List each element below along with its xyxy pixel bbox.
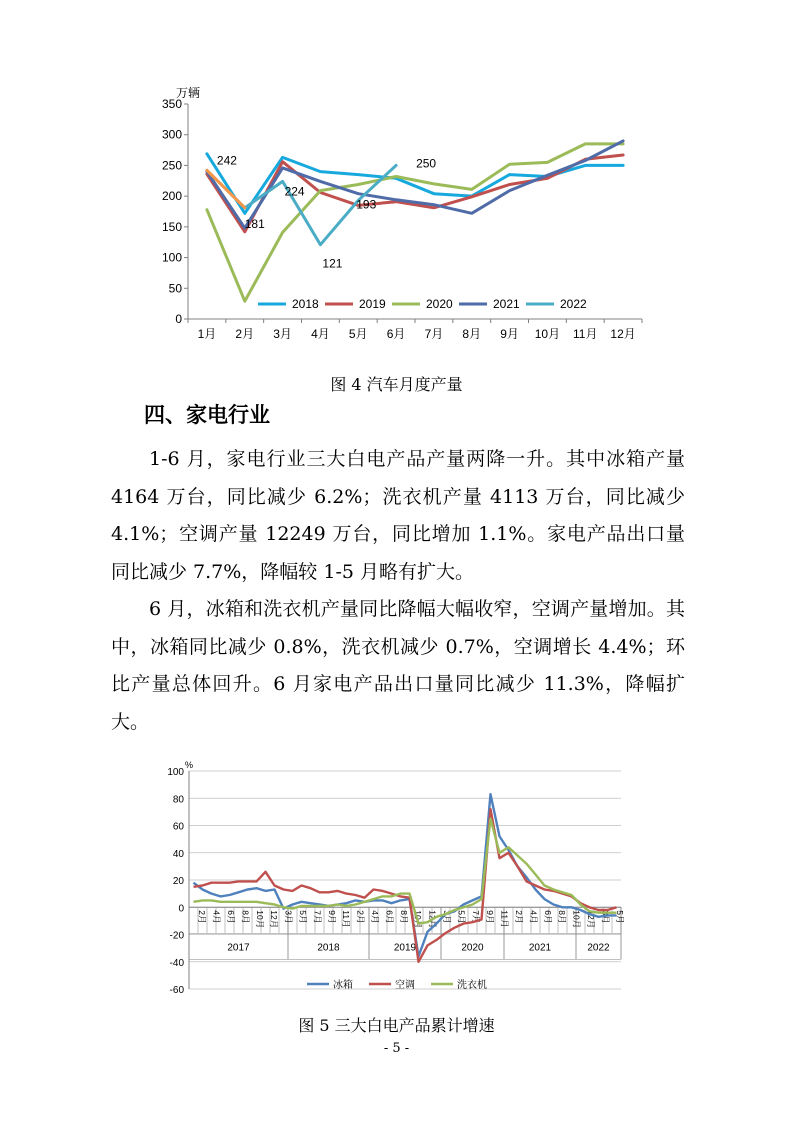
month-label: 2月 bbox=[514, 910, 524, 924]
month-label: 6月 bbox=[384, 910, 395, 924]
month-label: 8月 bbox=[398, 910, 409, 924]
y-tick-label: -60 bbox=[169, 985, 184, 996]
series-line-2019 bbox=[207, 155, 623, 232]
section-heading: 四、家电行业 bbox=[144, 403, 270, 427]
x-tick-label: 4月 bbox=[311, 327, 330, 341]
y-axis-unit: 万辆 bbox=[176, 86, 201, 100]
legend-label: 冰箱 bbox=[333, 980, 353, 991]
x-tick-label: 10月 bbox=[534, 327, 561, 341]
month-label: 8月 bbox=[240, 910, 251, 924]
y-tick-label: 40 bbox=[172, 848, 184, 860]
x-tick-label: 9月 bbox=[500, 327, 519, 341]
month-label: 6月 bbox=[226, 910, 236, 924]
x-tick-label: 1月 bbox=[197, 327, 217, 341]
data-label: 242 bbox=[216, 153, 237, 168]
data-label: 250 bbox=[416, 156, 437, 171]
series-line-空调 bbox=[194, 809, 617, 962]
month-label: 5月 bbox=[298, 910, 308, 924]
month-label: 11月 bbox=[341, 910, 352, 928]
x-tick-label: 8月 bbox=[462, 327, 482, 341]
month-label: 6月 bbox=[542, 910, 553, 924]
data-label: 181 bbox=[244, 216, 265, 231]
month-label: 3月 bbox=[283, 910, 294, 924]
month-label: 12月 bbox=[586, 910, 596, 929]
month-label: 7月 bbox=[312, 910, 323, 924]
data-label: 121 bbox=[322, 256, 343, 271]
y-tick-label: 80 bbox=[172, 794, 184, 806]
month-label: 5月 bbox=[456, 910, 467, 924]
y-tick-label: 50 bbox=[168, 281, 182, 296]
month-label: 4月 bbox=[211, 910, 222, 924]
legend-label: 2022 bbox=[560, 297, 587, 311]
month-label: 12月 bbox=[269, 910, 280, 929]
month-label: 2月 bbox=[355, 910, 366, 924]
x-tick-label: 2月 bbox=[235, 327, 255, 341]
y-tick-label: 200 bbox=[161, 189, 182, 204]
paragraph-1: 1-6 月，家电行业三大白电产品产量两降一升。其中冰箱产量 4164 万台，同比减少 6.2%；洗衣机产量 4113 万台，同比减少 4.1%；空调产量 12249 万台，同比增加 1.1%。家电产品出口量同比减少 7.7%，降幅较 1-5 月略有扩大。 bbox=[111, 448, 685, 583]
month-label: 9月 bbox=[326, 910, 337, 924]
y-tick-label: 100 bbox=[161, 250, 182, 265]
month-label: 10月 bbox=[413, 910, 424, 929]
y-tick-label: 150 bbox=[161, 219, 182, 234]
legend-label: 2018 bbox=[292, 297, 319, 311]
month-label: 9月 bbox=[485, 910, 496, 924]
x-tick-label: 11月 bbox=[573, 327, 598, 341]
month-label: 4月 bbox=[528, 910, 539, 924]
month-label: 11月 bbox=[499, 910, 510, 928]
month-label: 2月 bbox=[197, 910, 208, 924]
month-label: 5月 bbox=[614, 910, 625, 924]
month-label: 10月 bbox=[571, 910, 582, 929]
year-label: 2022 bbox=[587, 942, 610, 954]
figure-5-caption: 图 5 三大白电产品累计增速 bbox=[298, 1016, 495, 1035]
legend-label: 洗衣机 bbox=[457, 980, 487, 991]
legend-label: 2021 bbox=[493, 297, 520, 311]
y-axis-unit: % bbox=[185, 760, 194, 770]
appliance-growth-chart bbox=[155, 758, 635, 998]
month-label: 3月 bbox=[600, 910, 611, 924]
legend-label: 空调 bbox=[395, 980, 415, 991]
y-tick-label: 0 bbox=[175, 312, 182, 326]
page-number: - 5 - bbox=[383, 1041, 410, 1056]
year-label: 2018 bbox=[317, 942, 340, 954]
auto-monthly-production-chart bbox=[150, 85, 660, 350]
month-label: 4月 bbox=[370, 910, 380, 924]
month-label: 8月 bbox=[557, 910, 568, 924]
y-tick-label: 350 bbox=[161, 97, 182, 111]
data-label: 193 bbox=[356, 197, 377, 212]
y-tick-label: 250 bbox=[161, 158, 182, 173]
series-line-2020 bbox=[207, 144, 623, 301]
y-tick-label: 20 bbox=[172, 876, 184, 887]
paragraph-2: 6 月，冰箱和洗衣机产量同比降幅大幅收窄，空调产量增加。其中，冰箱同比减少 0.8%，洗衣机减少 0.7%，空调增长 4.4%；环比产量总体回升。6 月家电产品出口量同比减少 11.3%，降幅扩大。 bbox=[111, 598, 685, 733]
month-label: 10月 bbox=[254, 910, 265, 929]
y-tick-label: 100 bbox=[167, 767, 184, 778]
month-label: 12月 bbox=[427, 910, 438, 929]
year-label: 2020 bbox=[461, 942, 484, 954]
month-label: 3月 bbox=[442, 910, 452, 924]
x-tick-label: 3月 bbox=[273, 327, 292, 341]
year-label: 2021 bbox=[528, 942, 552, 954]
y-tick-label: 0 bbox=[178, 903, 184, 915]
data-label: 224 bbox=[284, 184, 305, 199]
x-tick-label: 5月 bbox=[348, 327, 368, 341]
year-label: 2017 bbox=[227, 942, 250, 954]
year-label: 2019 bbox=[393, 942, 417, 954]
y-tick-label: -20 bbox=[169, 930, 184, 942]
legend-label: 2020 bbox=[426, 297, 453, 311]
legend-label: 2019 bbox=[359, 297, 386, 311]
y-tick-label: 60 bbox=[172, 821, 184, 833]
x-tick-label: 7月 bbox=[424, 327, 444, 341]
figure-4-caption: 图 4 汽车月度产量 bbox=[330, 375, 463, 394]
y-tick-label: -40 bbox=[169, 957, 184, 969]
x-tick-label: 6月 bbox=[386, 327, 406, 341]
month-label: 7月 bbox=[470, 910, 481, 924]
y-tick-label: 300 bbox=[161, 127, 182, 142]
x-tick-label: 12月 bbox=[610, 327, 636, 341]
